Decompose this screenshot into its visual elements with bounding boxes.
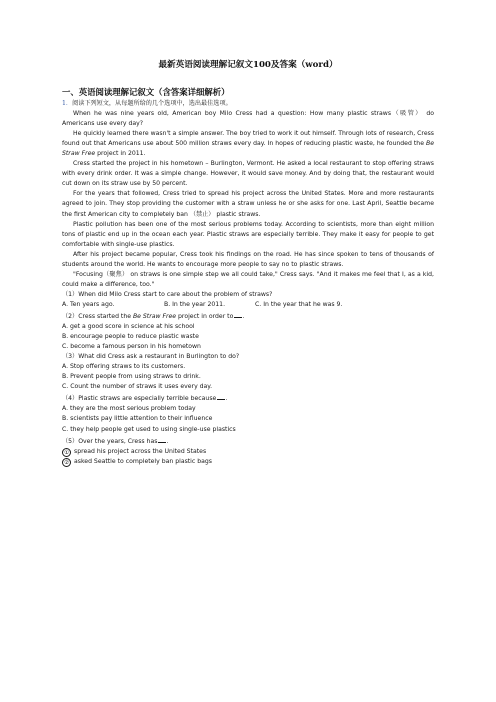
document-title: 最新英语阅读理解记叙文100及答案（word） <box>158 60 338 70</box>
option-c: C. In the year that he was 9. <box>255 300 343 308</box>
circled-number-1: ① <box>63 449 69 456</box>
passage-paragraph: After his project became popular, Cress took his findings on the road. He has since spoken to tens of thousands of students around the world. He wants to encourage more people to say no to plastic straws. <box>62 250 434 268</box>
section-heading: 一、英语阅读理解记叙文（含答案详细解析） <box>62 87 230 97</box>
option-b: B. encourage people to reduce plastic waste <box>62 333 199 341</box>
passage-paragraph: Cress started the project in his hometown – Burlington, Vermont. He asked a local restaurant to stop offering straws with every drink order. It was a simple change. However, it would save money. And by doing that, the restaurant would cut down on its straw use by 50 percent. <box>62 160 434 188</box>
passage-paragraph: He quickly learned there wasn't a simple answer. The boy tried to work it out himself. Through lots of research, Cress found out that Americans use about 500 million straws every day. In hopes of reducing plastic waste, he founded the Be Straw Free project in 2011. <box>62 130 434 158</box>
passage-paragraph: Plastic pollution has been one of the most serious problems today. According to scientists, more than eight million tons of plastic end up in the ocean each year. Plastic straws are especially terrible. They make it easy for people to get comfortable with single-use plastics. <box>62 220 434 248</box>
option-c: C. become a famous person in his hometown <box>62 343 201 351</box>
list-item: ① spread his project across the United States <box>63 447 207 456</box>
question-5-stem: （5）Over the years, Cress has . <box>62 435 434 447</box>
option-c: C. they help people get used to using single-use plastics <box>62 425 236 433</box>
passage-paragraph: For the years that followed, Cress tried to spread his project across the United States. More and more restaurants agreed to join. They stop providing the customer with a straw unless he or she asks for one. Last April, Seattle became the first American city to completely ban （禁止） plastic straws. <box>62 190 434 218</box>
option-b: B. Prevent people from using straws to drink. <box>62 373 201 381</box>
option-a: A. they are the most serious problem today <box>62 405 196 413</box>
question-1-stem: （1）When did Milo Cress start to care about the problem of straws? <box>62 290 273 298</box>
option-c: C. Count the number of straws it uses every day. <box>62 383 213 391</box>
passage-paragraph: "Focusing（聚焦） on straws is one simple step we all could take," Cress says. "And it makes me feel that I, as a kid, could make a difference, too." <box>62 270 434 288</box>
question-3-stem: （3）What did Cress ask a restaurant in Burlington to do? <box>62 353 240 361</box>
list-item: ② asked Seattle to completely ban plastic bags <box>63 457 212 466</box>
question-number: 1． <box>62 100 73 107</box>
passage-paragraph: When he was nine years old, American boy Milo Cress had a question: How many plastic straws（吸管） do Americans use every day? <box>62 110 434 128</box>
option-b: B. In the year 2011. <box>164 300 226 308</box>
document-body <box>62 99 434 467</box>
circled-number-2: ② <box>63 459 69 466</box>
project-name: Be Straw Free <box>132 312 177 320</box>
question-instruction: 1．阅读下列短文，从每题所给的几个选项中，选出最佳选项。 <box>62 100 232 107</box>
option-a: A. Ten years ago. <box>62 300 115 308</box>
option-a: A. get a good score in science at his school <box>62 323 195 331</box>
option-b: B. scientists pay little attention to their influence <box>62 415 213 423</box>
project-name: Be Straw Free <box>62 140 434 158</box>
question-1-options <box>62 300 434 310</box>
question-2-stem: （2）Cress started the Be Straw Free project in order to . <box>62 310 434 322</box>
option-a: A. Stop offering straws to its customers. <box>62 363 186 371</box>
question-4-stem: （4）Plastic straws are especially terrible because . <box>62 392 434 404</box>
